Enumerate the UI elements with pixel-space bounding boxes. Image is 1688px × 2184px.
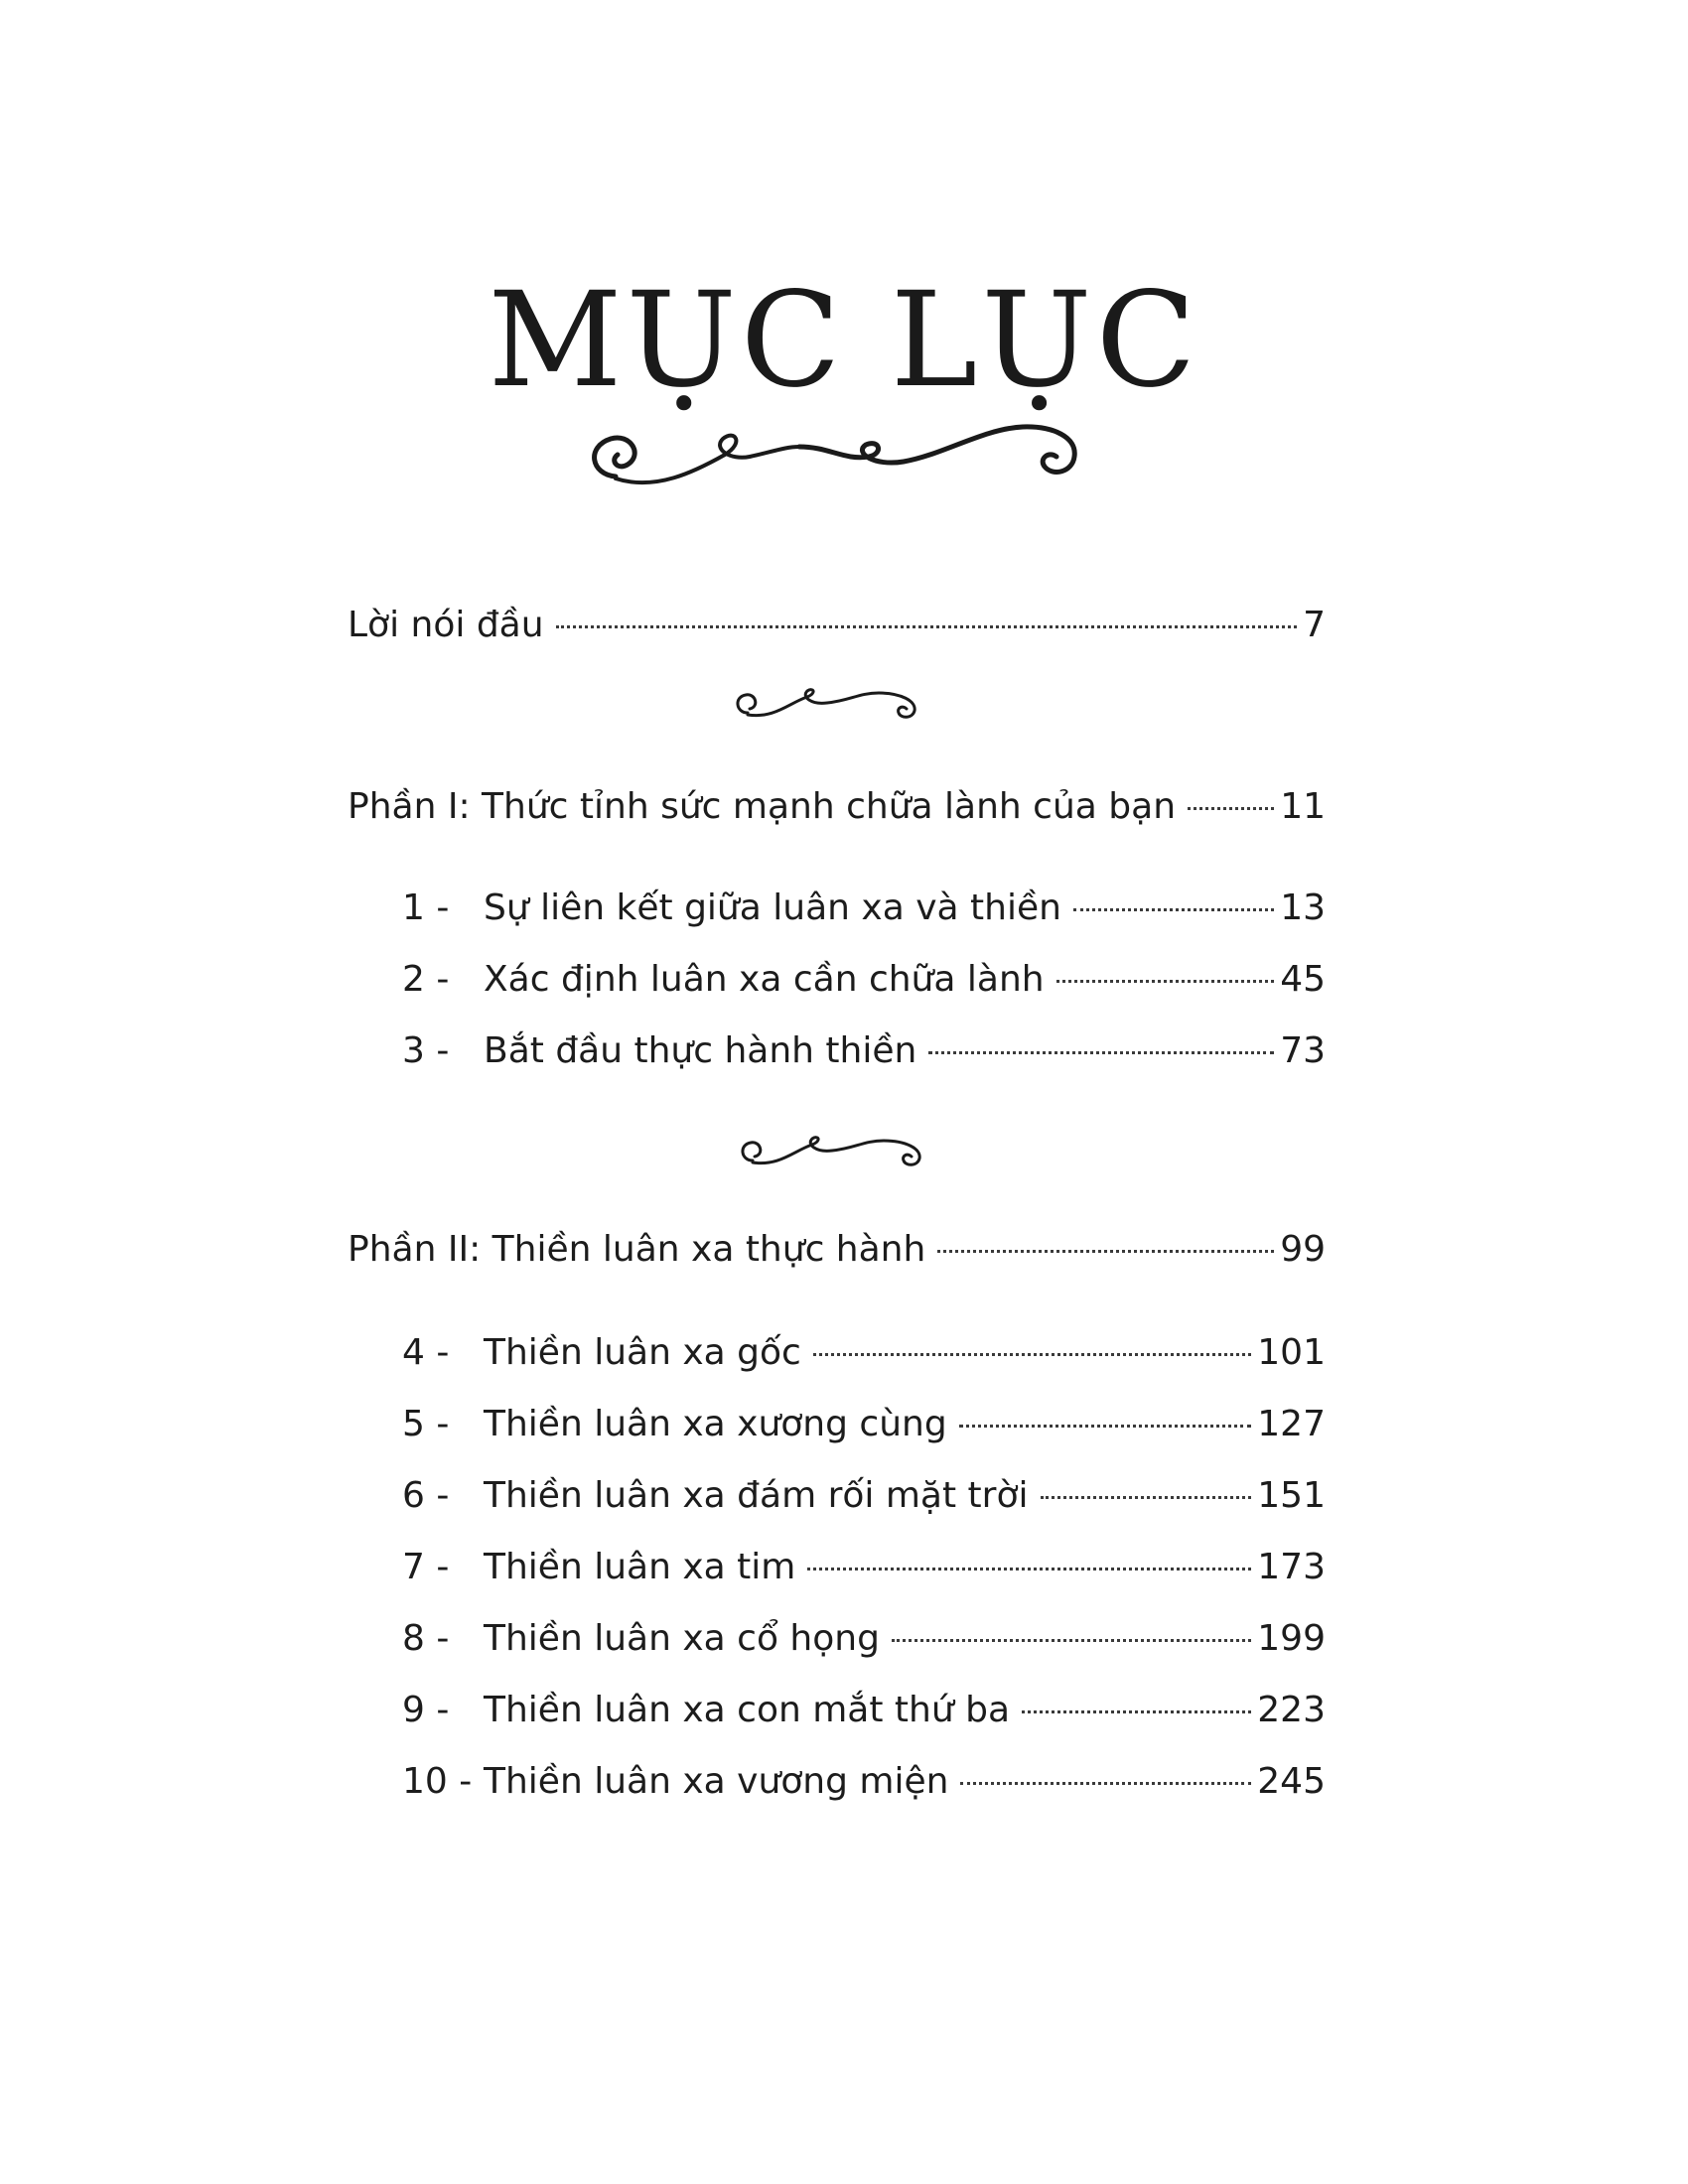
entry-title: Lời nói đầu xyxy=(348,605,544,645)
dot-leader xyxy=(1041,1496,1252,1499)
page-number: 151 xyxy=(1257,1475,1326,1516)
entry-title: Xác định luân xa cần chữa lành xyxy=(484,959,1045,1000)
toc-part-entry[interactable] xyxy=(348,1225,1326,1275)
page-number: 199 xyxy=(1257,1618,1326,1659)
page-number: 223 xyxy=(1257,1690,1326,1730)
page-number: 73 xyxy=(1280,1030,1326,1071)
dot-leader xyxy=(1022,1710,1251,1713)
title-flourish-icon xyxy=(586,417,1102,496)
chapter-number: 8 - xyxy=(402,1618,450,1659)
dot-leader xyxy=(807,1568,1251,1570)
page-number: 245 xyxy=(1257,1761,1326,1802)
entry-title: Sự liên kết giữa luân xa và thiền xyxy=(484,887,1061,928)
entry-title: Thiền luân xa cổ họng xyxy=(484,1618,880,1659)
page-number: 13 xyxy=(1280,887,1326,928)
page-number: 11 xyxy=(1280,786,1326,827)
page-number: 101 xyxy=(1257,1332,1326,1373)
toc-chapter-entry[interactable] xyxy=(402,1757,1326,1807)
entry-title: Bắt đầu thực hành thiền xyxy=(484,1030,917,1071)
dot-leader xyxy=(959,1425,1252,1428)
dot-leader xyxy=(813,1353,1251,1356)
toc-chapter-entry[interactable] xyxy=(402,1686,1326,1735)
dot-leader xyxy=(1073,908,1274,911)
page-number: 127 xyxy=(1257,1404,1326,1444)
chapter-number: 9 - xyxy=(402,1690,450,1730)
entry-title: Thiền luân xa đám rối mặt trời xyxy=(484,1475,1029,1516)
entry-title: Thiền luân xa xương cùng xyxy=(484,1404,947,1444)
page-number: 45 xyxy=(1280,959,1326,1000)
section-flourish-icon xyxy=(730,683,928,723)
toc-chapter-entry[interactable] xyxy=(402,1328,1326,1378)
toc-chapter-entry[interactable] xyxy=(402,884,1326,933)
dot-leader xyxy=(556,625,1298,628)
toc-chapter-entry[interactable] xyxy=(402,1471,1326,1521)
toc-chapter-entry[interactable] xyxy=(402,955,1326,1005)
toc-chapter-entry[interactable] xyxy=(402,1026,1326,1076)
toc-part-entry[interactable] xyxy=(348,782,1326,832)
entry-title: Phần I: Thức tỉnh sức mạnh chữa lành của bạn xyxy=(348,786,1177,827)
section-flourish-icon xyxy=(735,1131,933,1170)
dot-leader xyxy=(1188,807,1274,810)
dot-leader xyxy=(892,1639,1251,1642)
entry-title: Thiền luân xa vương miện xyxy=(484,1761,949,1802)
entry-title: Thiền luân xa tim xyxy=(484,1547,796,1587)
page-number: 99 xyxy=(1280,1229,1326,1270)
entry-title: Phần II: Thiền luân xa thực hành xyxy=(348,1229,926,1270)
chapter-number: 7 - xyxy=(402,1547,450,1587)
page-number: 173 xyxy=(1257,1547,1326,1587)
dot-leader xyxy=(937,1250,1274,1253)
chapter-number: 1 - xyxy=(402,887,450,928)
toc-chapter-entry[interactable] xyxy=(402,1400,1326,1449)
chapter-number: 6 - xyxy=(402,1475,450,1516)
entry-title: Thiền luân xa gốc xyxy=(484,1332,801,1373)
chapter-number: 4 - xyxy=(402,1332,450,1373)
toc-preface-entry[interactable] xyxy=(348,601,1326,650)
chapter-number: 10 - xyxy=(402,1761,473,1802)
dot-leader xyxy=(1056,980,1275,983)
entry-title: Thiền luân xa con mắt thứ ba xyxy=(484,1690,1011,1730)
page-number: 7 xyxy=(1303,605,1326,645)
dot-leader xyxy=(960,1782,1251,1785)
chapter-number: 5 - xyxy=(402,1404,450,1444)
dot-leader xyxy=(928,1051,1274,1054)
chapter-number: 3 - xyxy=(402,1030,450,1071)
chapter-number: 2 - xyxy=(402,959,450,1000)
toc-chapter-entry[interactable] xyxy=(402,1614,1326,1664)
page-title: MỤC LỤC xyxy=(488,264,1200,417)
toc-chapter-entry[interactable] xyxy=(402,1543,1326,1592)
